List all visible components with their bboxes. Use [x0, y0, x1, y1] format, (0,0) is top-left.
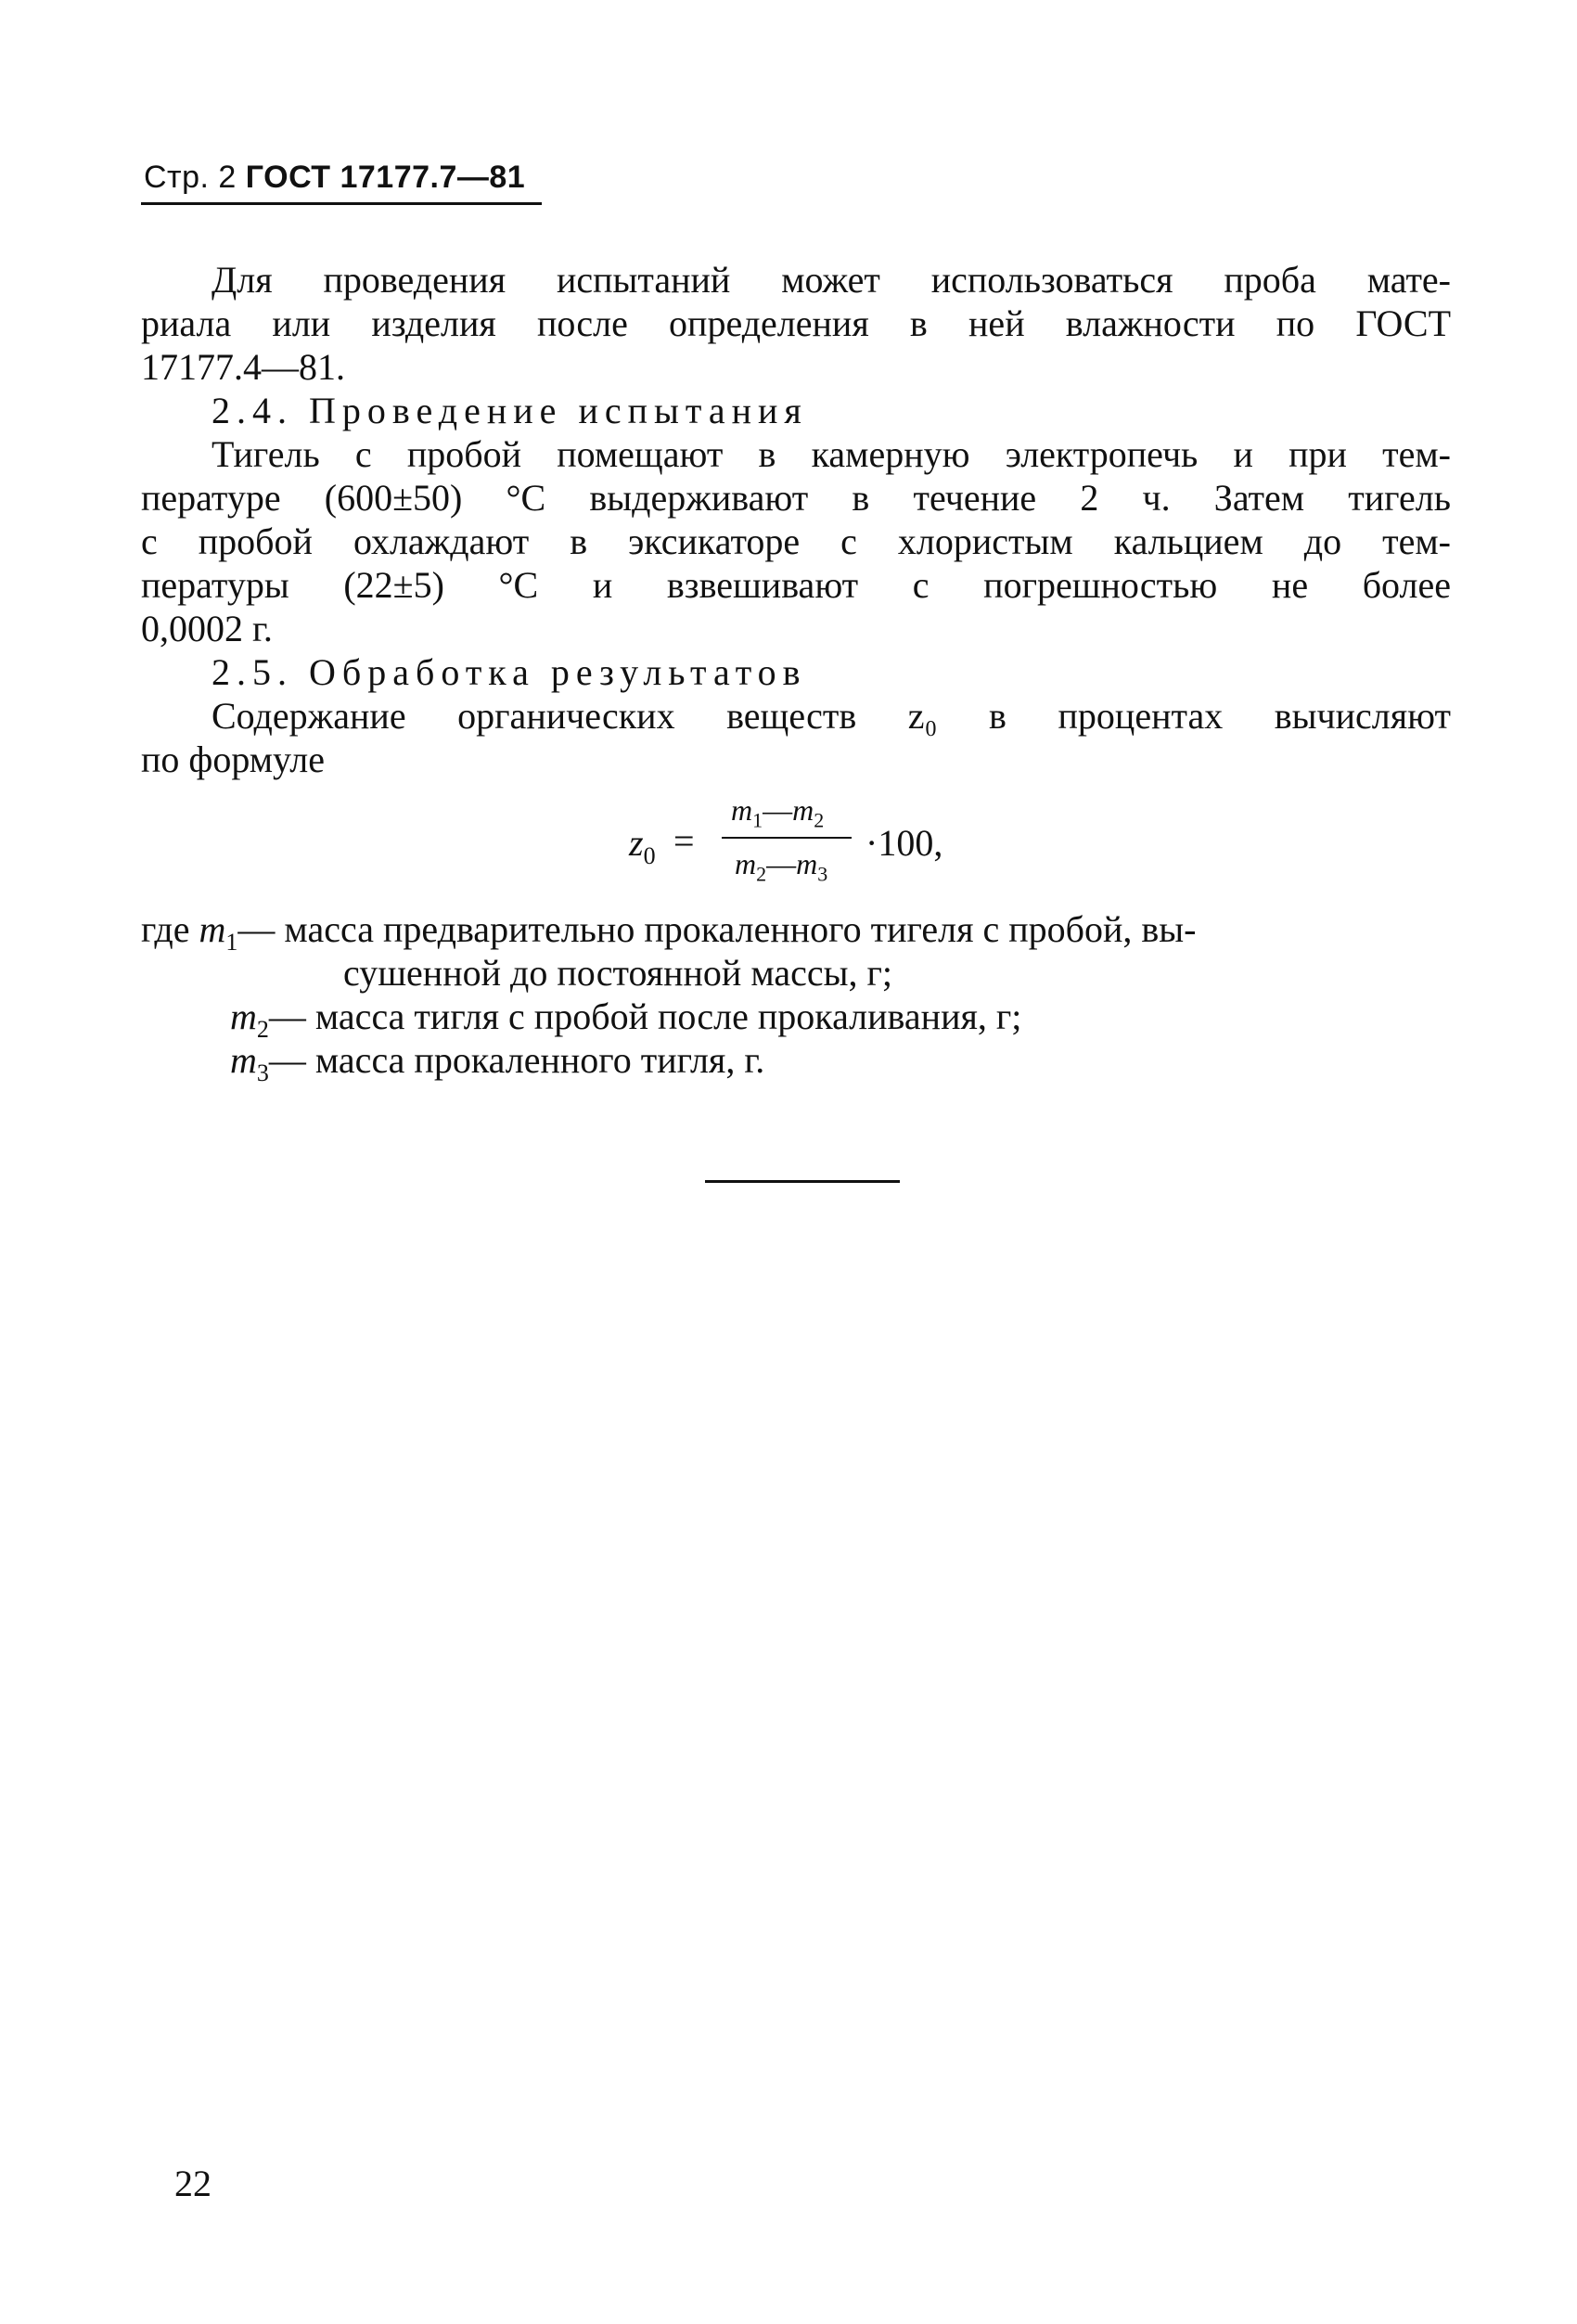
where-intro: где — [141, 908, 190, 950]
m1-desc-line-1: — масса предварительно прокаленного тигеля с пробой, вы- — [237, 908, 1197, 950]
m1-desc-line-2: сушенной до постоянной массы, г; — [343, 952, 893, 994]
intro-line-3: 17177.4—81. — [141, 346, 345, 388]
m2-desc: — масса тигля с пробой после прокаливания, г; — [268, 995, 1022, 1037]
var-m2: $m_2$ — [230, 995, 269, 1043]
section-2-4-line-2: пературе (600±50) °С выдерживают в течение 2 ч. Затем тигель — [141, 477, 1451, 519]
where-m3 — [230, 1038, 764, 1095]
var-m1: $m_1$ — [199, 908, 238, 956]
fraction-bar — [722, 837, 852, 839]
var-m3: $m_3$ — [230, 1039, 269, 1086]
header-rule — [141, 202, 542, 205]
formula-denominator: $m_2—m_3$ — [735, 847, 828, 886]
intro-line-2: риала или изделия после определения в ней влажности по ГОСТ — [141, 302, 1451, 344]
section-2-5-line-1: Содержание органических веществ z₀ в процентах вычисляют — [212, 695, 1451, 737]
section-2-4-line-5: 0,0002 г. — [141, 608, 273, 649]
intro-line-1: Для проведения испытаний может использоваться проба мате- — [212, 259, 1451, 301]
formula-tail: ·100, — [865, 822, 943, 864]
formula-numerator: $m_1—m_2$ — [731, 793, 825, 832]
page-label: Стр. 2 — [144, 160, 237, 195]
section-2-5-line-2: по формуле — [141, 738, 325, 780]
end-rule — [705, 1180, 900, 1183]
formula-equals: = — [673, 820, 695, 862]
section-2-4-line-1: Тигель с пробой помещают в камерную электропечь и при тем- — [212, 433, 1451, 475]
formula — [629, 793, 1019, 895]
formula-lhs: $z_0$ — [629, 822, 656, 869]
section-2-4-line-4: пературы (22±5) °С и взвешивают с погрешностью не более — [141, 564, 1451, 606]
m3-desc: — масса прокаленного тигля, г. — [268, 1039, 765, 1081]
section-2-4-heading: 2.4. Проведение испытания — [212, 390, 808, 431]
section-2-5-heading: 2.5. Обработка результатов — [212, 651, 807, 693]
section-2-4-line-3: с пробой охлаждают в эксикаторе с хлористым кальцием до тем- — [141, 520, 1451, 562]
page-header — [144, 160, 525, 196]
standard-number: ГОСТ 17177.7—81 — [245, 160, 526, 195]
page-number: 22 — [174, 2163, 212, 2204]
